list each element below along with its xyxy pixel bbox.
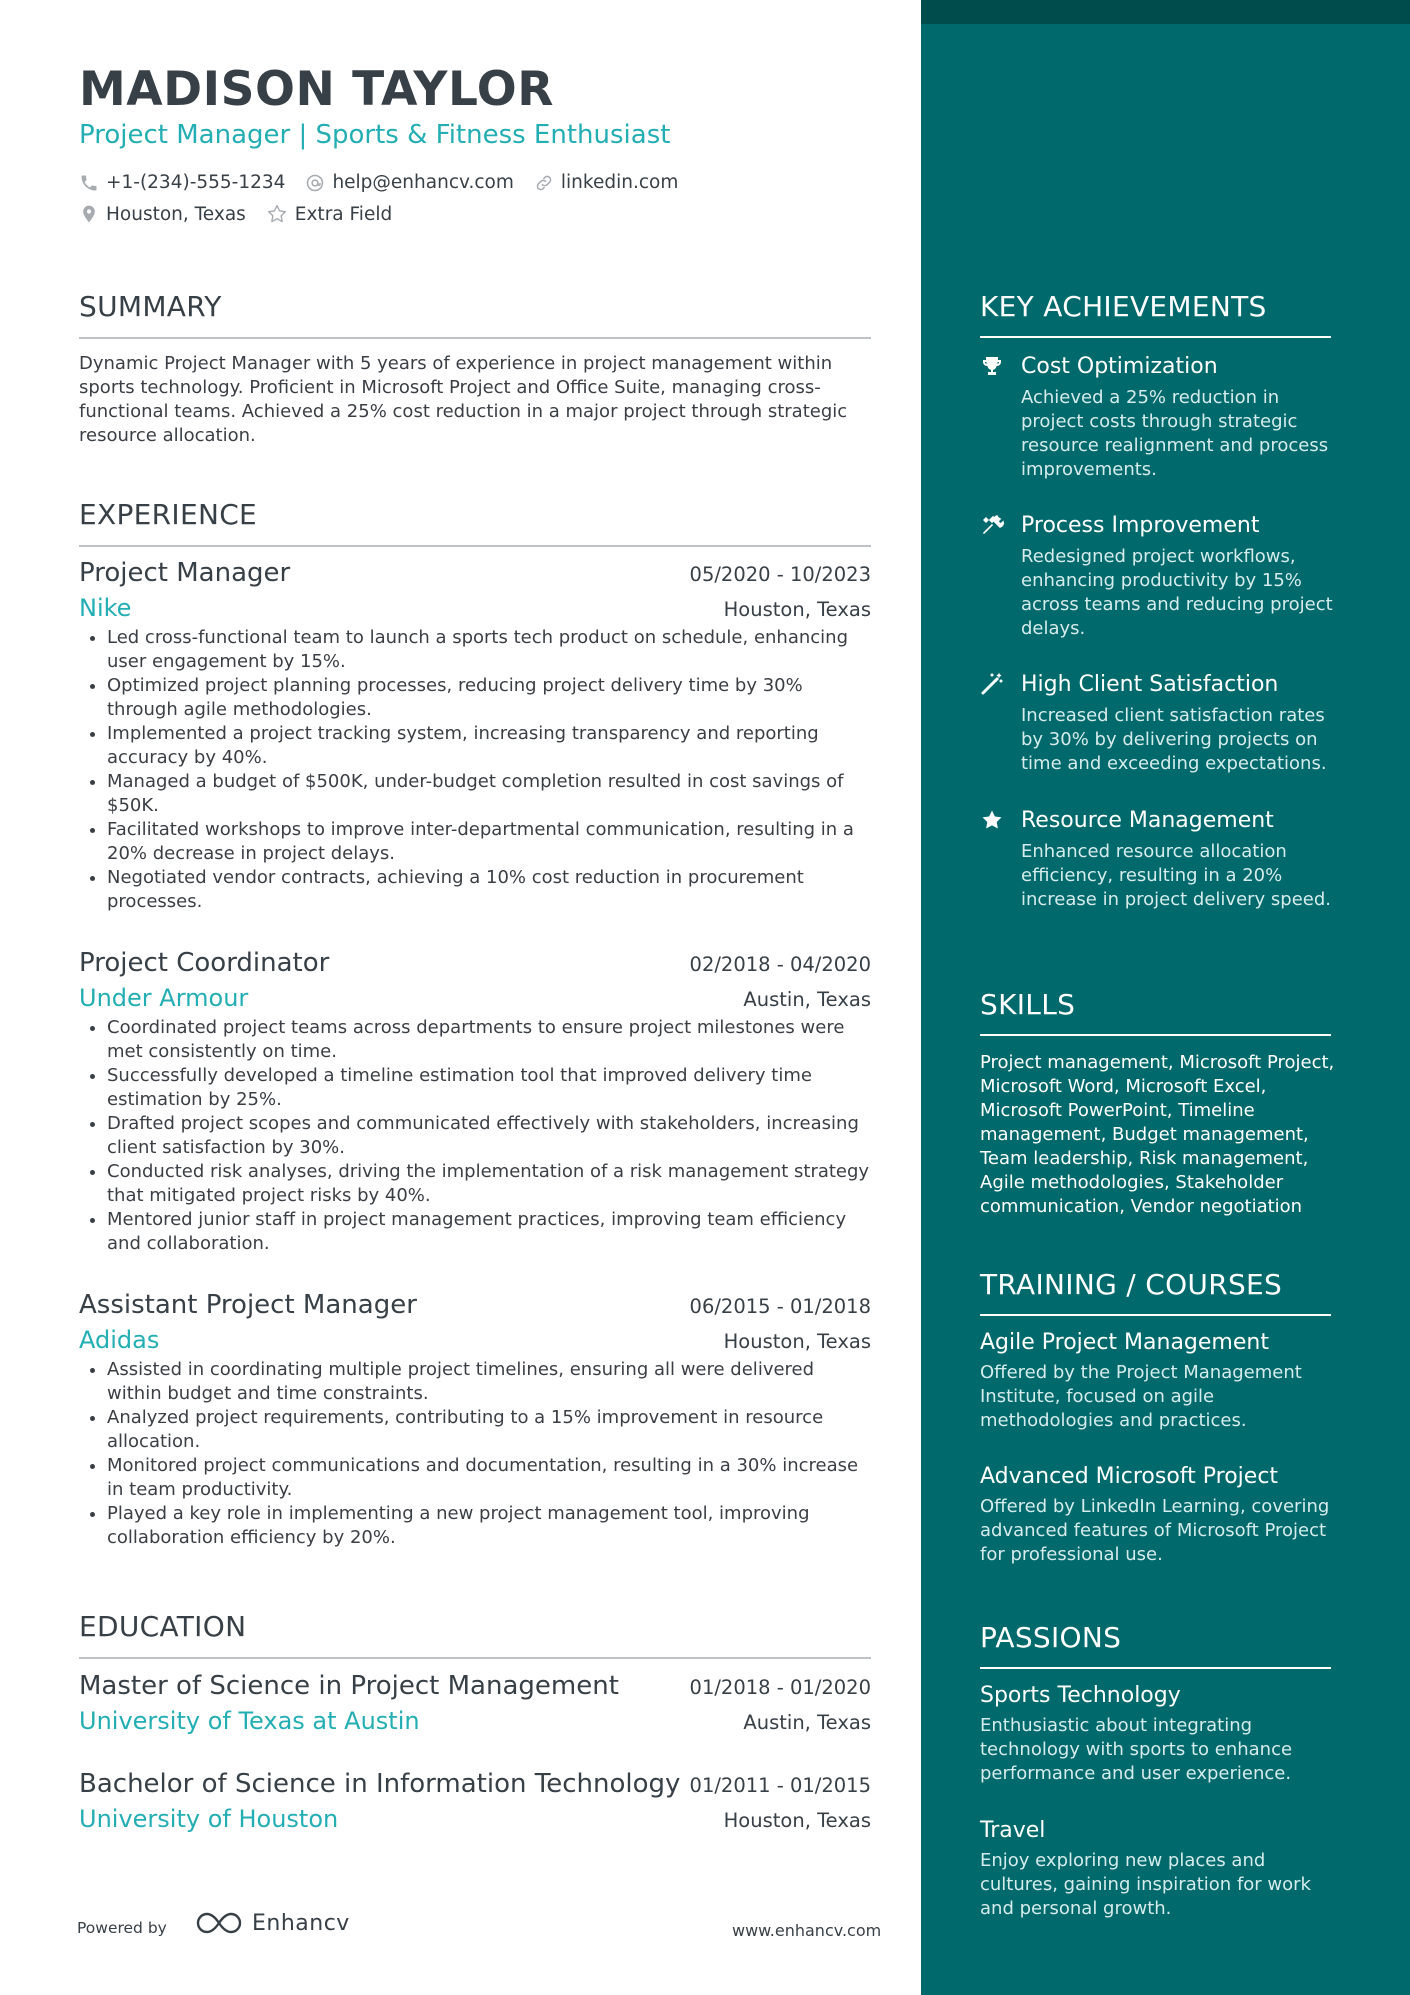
contact-linkedin[interactable] xyxy=(534,172,678,193)
job-bullet: • Played a key role in implementing a new project management tool, improving collaboration efficiency by 20%. xyxy=(107,1502,871,1550)
school: University of Houston xyxy=(79,1805,339,1833)
phone-text: +1-(234)-555-1234 xyxy=(106,172,286,193)
job-bullet: • Analyzed project requirements, contributing to a 15% improvement in resource allocation. xyxy=(107,1406,871,1454)
job-role: Project Coordinator xyxy=(79,948,330,978)
school-location: Houston, Texas xyxy=(723,1809,871,1832)
at-icon xyxy=(305,173,325,193)
job-bullets xyxy=(79,1358,871,1550)
job-dates: 02/2018 - 04/2020 xyxy=(689,953,871,976)
job-bullet: • Facilitated workshops to improve inter-departmental communication, resulting in a 20% decrease in project delays. xyxy=(107,818,871,866)
achievement-desc: Redesigned project workflows, enhancing productivity by 15% across teams and reducing project delays. xyxy=(1021,546,1333,639)
skills-text: Project management, Microsoft Project, Microsoft Word, Microsoft Excel, Microsoft PowerPoint, Timeline management, Budget management, Team leadership, Risk management, Agile methodologies, Stakeholder communication, Vendor negotiation xyxy=(980,1052,1335,1217)
job-bullets xyxy=(79,1016,871,1256)
passion-desc: Enthusiastic about integrating technology with sports to enhance performance and user experience. xyxy=(980,1715,1293,1784)
infinity-logo-icon xyxy=(196,1910,242,1936)
contact-row-1 xyxy=(79,172,698,193)
job-bullet: • Optimized project planning processes, reducing project delivery time by 30% through agile methodologies. xyxy=(107,674,871,722)
enhancv-logo[interactable] xyxy=(196,1910,350,1936)
achievement-title: High Client Satisfaction xyxy=(1021,671,1279,697)
linkedin-text: linkedin.com xyxy=(560,172,679,193)
achievement-desc: Increased client satisfaction rates by 30% by delivering projects on time and exceeding expectations. xyxy=(1021,705,1327,774)
star-icon xyxy=(980,806,1008,834)
job-location: Houston, Texas xyxy=(723,1330,871,1353)
school: University of Texas at Austin xyxy=(79,1707,420,1735)
job-bullet: • Mentored junior staff in project management practices, improving team efficiency and collaboration. xyxy=(107,1208,871,1256)
job-bullet: • Successfully developed a timeline estimation tool that improved delivery time estimation by 25%. xyxy=(107,1064,871,1112)
job-bullet: • Managed a budget of $500K, under-budget completion resulted in cost savings of $50K. xyxy=(107,770,871,818)
passion-item xyxy=(980,1818,1340,1921)
education-heading: EDUCATION xyxy=(79,1610,247,1643)
passions-divider xyxy=(980,1667,1331,1669)
link-icon xyxy=(534,173,554,193)
email-text: help@enhancv.com xyxy=(332,172,514,193)
job-bullet: • Implemented a project tracking system, increasing transparency and reporting accuracy by 40%. xyxy=(107,722,871,770)
extra-text: Extra Field xyxy=(294,203,393,225)
candidate-name: MADISON TAYLOR xyxy=(79,62,554,117)
achievement-item xyxy=(980,352,1340,482)
contact-phone[interactable] xyxy=(79,172,285,193)
brand-name: Enhancv xyxy=(252,1910,350,1936)
degree: Master of Science in Project Management xyxy=(79,1671,619,1701)
training-desc: Offered by LinkedIn Learning, covering advanced features of Microsoft Project for professional use. xyxy=(980,1496,1330,1565)
experience-heading: EXPERIENCE xyxy=(79,498,258,531)
job-bullet: • Negotiated vendor contracts, achieving a 10% cost reduction in procurement processes. xyxy=(107,866,871,914)
education-entry xyxy=(79,1769,871,1833)
magic-wand-icon xyxy=(980,670,1008,698)
school-location: Austin, Texas xyxy=(743,1711,871,1734)
job-bullet: • Coordinated project teams across departments to ensure project milestones were met consistently on time. xyxy=(107,1016,871,1064)
candidate-title: Project Manager | Sports & Fitness Enthusiast xyxy=(79,120,671,150)
job-entry xyxy=(79,948,871,1256)
job-bullet: • Conducted risk analyses, driving the implementation of a risk management strategy that mitigated project risks by 40%. xyxy=(107,1160,871,1208)
summary-text: Dynamic Project Manager with 5 years of experience in project management within sports technology. Proficient in Microsoft Project and Office Suite, managing cross-functional teams. Achieved a 25% cost reduction in a major project through strategic resource allocation. xyxy=(79,353,848,446)
job-entry xyxy=(79,558,871,914)
training-divider xyxy=(980,1314,1331,1316)
achievement-item xyxy=(980,670,1340,776)
achievement-desc: Achieved a 25% reduction in project costs through strategic resource realignment and process improvements. xyxy=(1021,387,1329,480)
training-desc: Offered by the Project Management Institute, focused on agile methodologies and practices. xyxy=(980,1362,1302,1431)
achievements-divider xyxy=(980,336,1331,338)
job-bullets xyxy=(79,626,871,914)
footer-url[interactable]: www.enhancv.com xyxy=(732,1921,882,1940)
training-title: Agile Project Management xyxy=(980,1330,1269,1355)
job-dates: 05/2020 - 10/2023 xyxy=(689,563,871,586)
phone-icon xyxy=(79,173,99,193)
job-location: Austin, Texas xyxy=(743,988,871,1011)
achievement-item xyxy=(980,511,1340,641)
sidebar xyxy=(921,0,1410,1995)
education-entry xyxy=(79,1671,871,1735)
education-divider xyxy=(79,1657,871,1659)
passion-title: Sports Technology xyxy=(980,1683,1181,1708)
contact-row-2 xyxy=(79,203,412,225)
job-company: Nike xyxy=(79,594,132,622)
job-role: Assistant Project Manager xyxy=(79,1290,417,1320)
job-bullet: • Led cross-functional team to launch a sports tech product on schedule, enhancing user engagement by 15%. xyxy=(107,626,871,674)
training-heading: TRAINING / COURSES xyxy=(980,1268,1283,1301)
passion-title: Travel xyxy=(980,1818,1046,1843)
achievements-heading: KEY ACHIEVEMENTS xyxy=(980,290,1267,323)
tools-icon xyxy=(980,511,1008,539)
job-bullet: • Assisted in coordinating multiple project timelines, ensuring all were delivered within budget and time constraints. xyxy=(107,1358,871,1406)
education-dates: 01/2011 - 01/2015 xyxy=(689,1774,871,1797)
job-bullet: • Drafted project scopes and communicated effectively with stakeholders, increasing client satisfaction by 30%. xyxy=(107,1112,871,1160)
summary-divider xyxy=(79,337,871,339)
achievement-item xyxy=(980,806,1340,912)
contact-location xyxy=(79,204,246,225)
education-dates: 01/2018 - 01/2020 xyxy=(689,1676,871,1699)
powered-by-label: Powered by xyxy=(77,1919,167,1937)
achievement-title: Process Improvement xyxy=(1021,512,1260,538)
job-role: Project Manager xyxy=(79,558,291,588)
degree: Bachelor of Science in Information Technology xyxy=(79,1769,681,1799)
passions-heading: PASSIONS xyxy=(980,1621,1122,1654)
achievement-title: Cost Optimization xyxy=(1021,353,1218,379)
job-company: Under Armour xyxy=(79,984,249,1012)
skills-heading: SKILLS xyxy=(980,988,1076,1021)
location-pin-icon xyxy=(79,204,99,224)
training-item xyxy=(980,1464,1340,1567)
achievement-title: Resource Management xyxy=(1021,807,1274,833)
summary-heading: SUMMARY xyxy=(79,290,222,323)
skills-divider xyxy=(980,1034,1331,1036)
job-dates: 06/2015 - 01/2018 xyxy=(689,1295,871,1318)
location-text: Houston, Texas xyxy=(106,203,246,225)
contact-email[interactable] xyxy=(305,172,513,193)
achievement-desc: Enhanced resource allocation efficiency, resulting in a 20% increase in project delivery speed. xyxy=(1021,841,1332,910)
star-outline-icon xyxy=(266,203,288,225)
job-bullet: • Monitored project communications and documentation, resulting in a 30% increase in team productivity. xyxy=(107,1454,871,1502)
passion-item xyxy=(980,1683,1340,1786)
passion-desc: Enjoy exploring new places and cultures, gaining inspiration for work and personal growth. xyxy=(980,1850,1311,1919)
sidebar-top-band xyxy=(921,0,1410,24)
training-title: Advanced Microsoft Project xyxy=(980,1464,1279,1489)
experience-divider xyxy=(79,545,871,547)
contact-extra xyxy=(266,203,392,225)
job-company: Adidas xyxy=(79,1326,160,1354)
job-entry xyxy=(79,1290,871,1550)
job-location: Houston, Texas xyxy=(723,598,871,621)
trophy-icon xyxy=(980,352,1008,380)
training-item xyxy=(980,1330,1340,1433)
